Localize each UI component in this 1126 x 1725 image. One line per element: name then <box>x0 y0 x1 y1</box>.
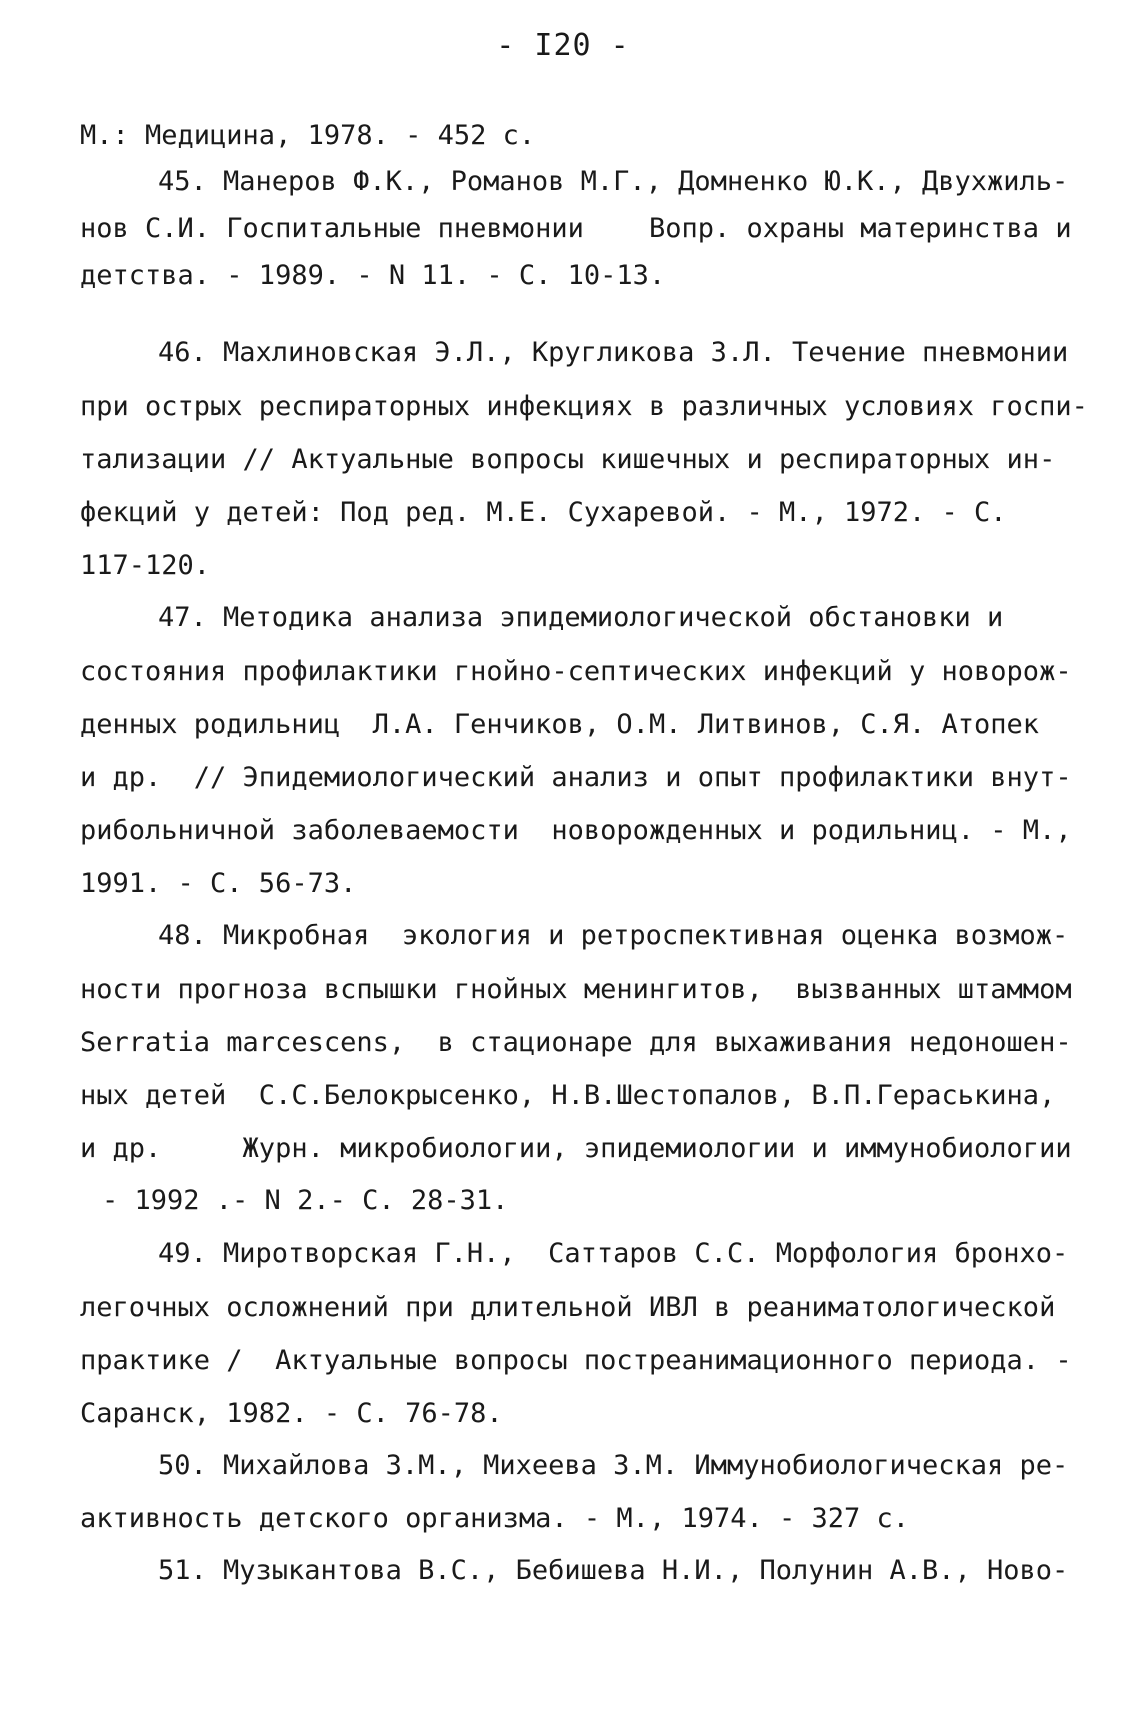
text-line: 1991. - С. 56-73. <box>80 868 357 899</box>
text-line: 48. Микробная экология и ретроспективная оценка возмож- <box>158 920 1069 951</box>
text-line: ных детей С.С.Белокрысенко, Н.В.Шестопалов, В.П.Гераськина, <box>80 1080 1056 1111</box>
text-line: активность детского организма. - М., 1974. - 327 с. <box>80 1503 910 1534</box>
text-line: нов С.И. Госпитальные пневмонии Вопр. охраны материнства и <box>80 213 1072 244</box>
text-line: легочных осложнений при длительной ИВЛ в реаниматологической <box>80 1292 1056 1323</box>
text-line: 50. Михайлова З.М., Михеева З.М. Иммунобиологическая ре- <box>158 1450 1069 1481</box>
text-line: рибольничной заболеваемости новорожденных и родильниц. - М., <box>80 815 1072 846</box>
text-line: практике / Актуальные вопросы постреанимационного периода. - <box>80 1345 1072 1376</box>
text-line: 51. Музыкантова В.С., Бебишева Н.И., Полунин А.В., Ново- <box>158 1555 1069 1586</box>
text-line: 46. Махлиновская Э.Л., Кругликова З.Л. Течение пневмонии <box>158 337 1069 368</box>
text-line: при острых респираторных инфекциях в различных условиях госпи- <box>80 391 1088 422</box>
text-line: 47. Методика анализа эпидемиологической обстановки и <box>158 602 1004 633</box>
page-number: - I20 - <box>496 28 630 63</box>
text-line: и др. Журн. микробиологии, эпидемиологии и иммунобиологии <box>80 1133 1072 1164</box>
text-line: и др. // Эпидемиологический анализ и опыт профилактики внут- <box>80 762 1072 793</box>
text-line: фекций у детей: Под ред. М.Е. Сухаревой. - М., 1972. - С. <box>80 497 1007 528</box>
text-line: - 1992 .- N 2.- С. 28-31. <box>102 1185 509 1216</box>
text-line: ности прогноза вспышки гнойных менингитов, вызванных штаммом <box>80 974 1072 1005</box>
text-line: состояния профилактики гнойно-септических инфекций у новорож- <box>80 656 1072 687</box>
text-line: денных родильниц Л.А. Генчиков, О.М. Литвинов, С.Я. Атопек <box>80 709 1040 740</box>
text-line: детства. - 1989. - N 11. - С. 10-13. <box>80 260 666 291</box>
text-line: 45. Манеров Ф.К., Романов М.Г., Домненко Ю.К., Двухжиль- <box>158 166 1069 197</box>
text-line: М.: Медицина, 1978. - 452 с. <box>80 120 536 151</box>
text-line: Саранск, 1982. - С. 76-78. <box>80 1398 503 1429</box>
text-line: тализации // Актуальные вопросы кишечных и респираторных ин- <box>80 444 1056 475</box>
text-line: 117-120. <box>80 550 211 581</box>
text-line: 49. Миротворская Г.Н., Саттаров С.С. Морфология бронхо- <box>158 1238 1069 1269</box>
text-line: Serratia marcescens, в стационаре для выхаживания недоношен- <box>80 1027 1072 1058</box>
